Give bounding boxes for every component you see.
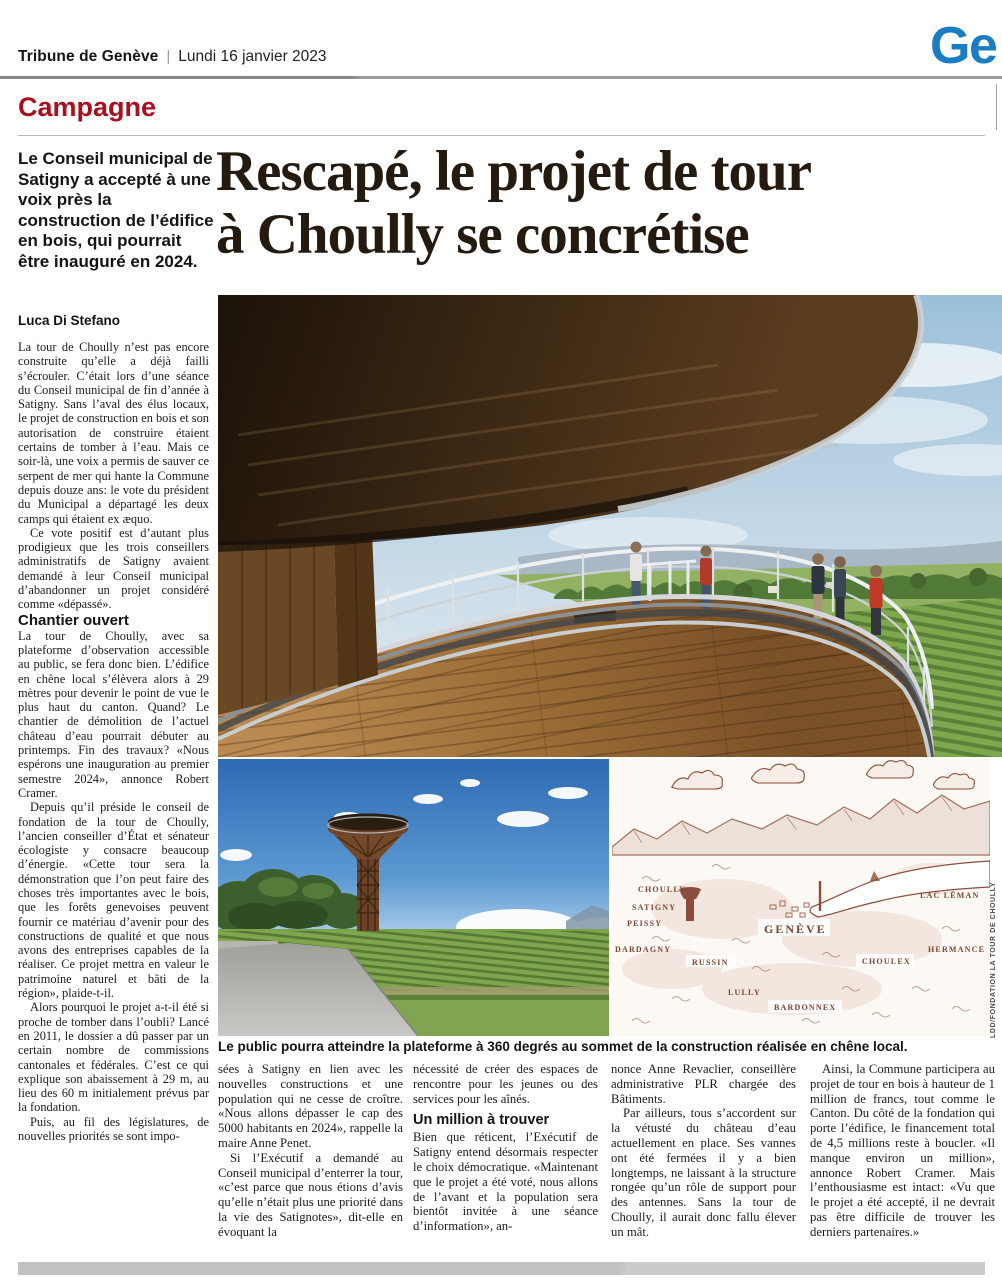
tdg-logo: Ge xyxy=(930,17,997,75)
left-text-column xyxy=(18,340,209,1256)
region-map xyxy=(612,759,990,1036)
right-column-rule xyxy=(996,84,997,130)
paragraph: Puis, au fil des législatures, de nouvelles priorités se sont impo- xyxy=(18,1114,209,1144)
paper-name: Tribune de Genève xyxy=(18,48,159,65)
article-lead: Le Conseil municipal de Satigny a accepté à une voix près la construction de l’édifice en bois, qui pourrait être inauguré en 2024. xyxy=(18,149,214,271)
article-author: Luca Di Stefano xyxy=(18,313,121,328)
edition-date: Lundi 16 janvier 2023 xyxy=(178,48,327,65)
map-label-dardagny: DARDAGNY xyxy=(615,945,672,954)
paragraph: Ce vote positif est d’autant plus prodigieux que les trois conseillers administratifs de Satigny avaient demandé à leur Conseil municipal d’abandonner un projet considéré comme «dépassé». xyxy=(18,525,209,612)
masthead-divider: | xyxy=(166,48,171,65)
map-label-choully: CHOULLY xyxy=(638,885,687,894)
photo-water-tower xyxy=(218,759,609,1036)
map-label-lac-leman: LAC LÉMAN xyxy=(920,891,980,900)
subheading: Chantier ouvert xyxy=(18,611,129,629)
photo-caption: Le public pourra atteindre la plateforme à 360 degrés au sommet de la construction réalisée en chêne local. xyxy=(218,1039,908,1054)
map-label-hermance: HERMANCE xyxy=(928,945,986,954)
paragraph: nécessité de créer des espaces de rencontre pour les jeunes ou des services pour les aînés. xyxy=(413,1062,598,1106)
map-label-geneve: GENÈVE xyxy=(764,922,827,936)
bottom-column-1 xyxy=(218,1062,403,1255)
mountains xyxy=(612,795,990,855)
bottom-column-4 xyxy=(810,1062,995,1255)
map-label-satigny: SATIGNY xyxy=(632,903,677,912)
article-headline xyxy=(216,140,1002,266)
bottom-column-3 xyxy=(611,1062,796,1255)
paragraph: sées à Satigny en lien avec les nouvelles constructions et une population qui ne cesse de croître. «Nous allons dépasser le cap des 5000 habitants en 2024», rappelle la maire Anne Penet. xyxy=(218,1062,403,1150)
map-illustration xyxy=(612,759,990,1036)
headline-line-1: Rescapé, le projet de tour xyxy=(216,140,812,203)
main-photo-observation-deck xyxy=(218,295,1002,757)
paragraph: Alors pourquoi le projet a-t-il été si proche de tomber dans l’oubli? Lancé en 2011, le dossier a dû passer par un certain nombre de commissions cantonales et fédérales. C’est ce qui explique son abaissement à 29 m, au lieu des 60 m initialement prévus par la fondation. xyxy=(18,1000,209,1115)
section-rule xyxy=(18,135,985,136)
subheading: Un million à trouver xyxy=(413,1112,550,1129)
map-label-peissy: PEISSY xyxy=(627,919,663,928)
photo-credit: LDD/FONDATION LA TOUR DE CHOULLY xyxy=(990,881,997,1038)
map-label-bardonnex: BARDONNEX xyxy=(774,1003,837,1012)
header-rule xyxy=(0,76,1002,79)
map-label-lully: LULLY xyxy=(728,988,761,997)
paragraph: Ainsi, la Commune participera au projet de tour en bois à hauteur de 1 million de francs, tout comme le Canton. Du côté de la fondation qui porte l’édifice, le financement total de 4,5 millions reste à boucler. «Il manque environ un million», annonce Robert Cramer. Mais l’enthousiasme est intact: «Vu que le projet a été accepté, il ne devrait pas être difficile de trouver les derniers partenaires.» xyxy=(810,1062,995,1239)
sailboat xyxy=(870,871,880,881)
bottom-column-2 xyxy=(413,1062,598,1255)
paragraph: Bien que réticent, l’Exécutif de Satigny entend désormais respecter le choix démocratique. «Maintenant que le projet a été voté, nous allons de l’avant et la population sera bientôt invitée à une séance d’information», an- xyxy=(413,1130,598,1234)
map-label-russin: RUSSIN xyxy=(692,958,729,967)
paragraph: Depuis qu’il préside le conseil de fondation de la tour de Choully, l’ancien conseiller d’État et sénateur écologiste y consacre beaucoup d’énergie. «Cette tour sera la démonstration que l’on peut faire des choses très importantes avec le bois, que les forêts genevoises peuvent fournir ce matériau d’avenir pour des constructions de qualité et que nous avons des entreprises capables de la réaliser. Ce projet mettra en valeur le patrimoine naturel et bâti de la région», plaide-t-il. xyxy=(18,800,209,1001)
tower-photo-illustration xyxy=(218,759,609,1036)
clouds xyxy=(672,761,975,789)
deck-render-illustration xyxy=(218,295,1002,757)
paragraph: Si l’Exécutif a demandé au Conseil municipal d’enterrer la tour, «c’est parce que nous étions d’avis qu’elle n’était plus une priorité dans la vie des Satignotes», dit-elle en évoquant la xyxy=(218,1150,403,1239)
paragraph: nonce Anne Revaclier, conseillère administrative PLR chargée des Bâtiments. xyxy=(611,1062,796,1106)
section-label: Campagne xyxy=(18,92,157,122)
paragraph: La tour de Choully n’est pas encore construite qu’elle a déjà failli s’écrouler. C’était lors d’une séance du Conseil municipal de fin d’année à Satigny. Sans l’aval des élus locaux, le projet de construction en bois et son autorisation de construire étaient certains de tomber à l’eau. Mais ce soir-là, une voix a permis de sauver ce serpent de mer qui hante la Commune depuis douze ans: le vote du président du Municipal a départagé les deux camps qui étaient ex æquo. xyxy=(18,340,209,526)
next-section-bar xyxy=(18,1262,985,1275)
map-label-choulex: CHOULEX xyxy=(862,957,911,966)
paragraph: La tour de Choully, avec sa plateforme d’observation accessible au public, se fera donc bien. L’édifice en chêne local s’élèvera alors à 29 mètres pour devenir le point de vue le plus haut du canton. Quand? Le chantier de démolition de l’actuel château d’eau pourrait débuter au printemps. Fin des travaux? «Nous espérons une inauguration au premier semestre 2024», annonce Robert Cramer. xyxy=(18,628,209,800)
masthead xyxy=(18,48,327,66)
headline-line-2: à Choully se concrétise xyxy=(216,203,749,266)
paragraph: Par ailleurs, tous s’accordent sur la vétusté du château d’eau actuellement en place. Ses vannes ont été fermées il y a bien longtemps, ne laissant à la structure rongée qu’un rôle de support pour des antennes. Sans la tour de Choully, il aurait donc fallu élever un mât. xyxy=(611,1106,796,1239)
